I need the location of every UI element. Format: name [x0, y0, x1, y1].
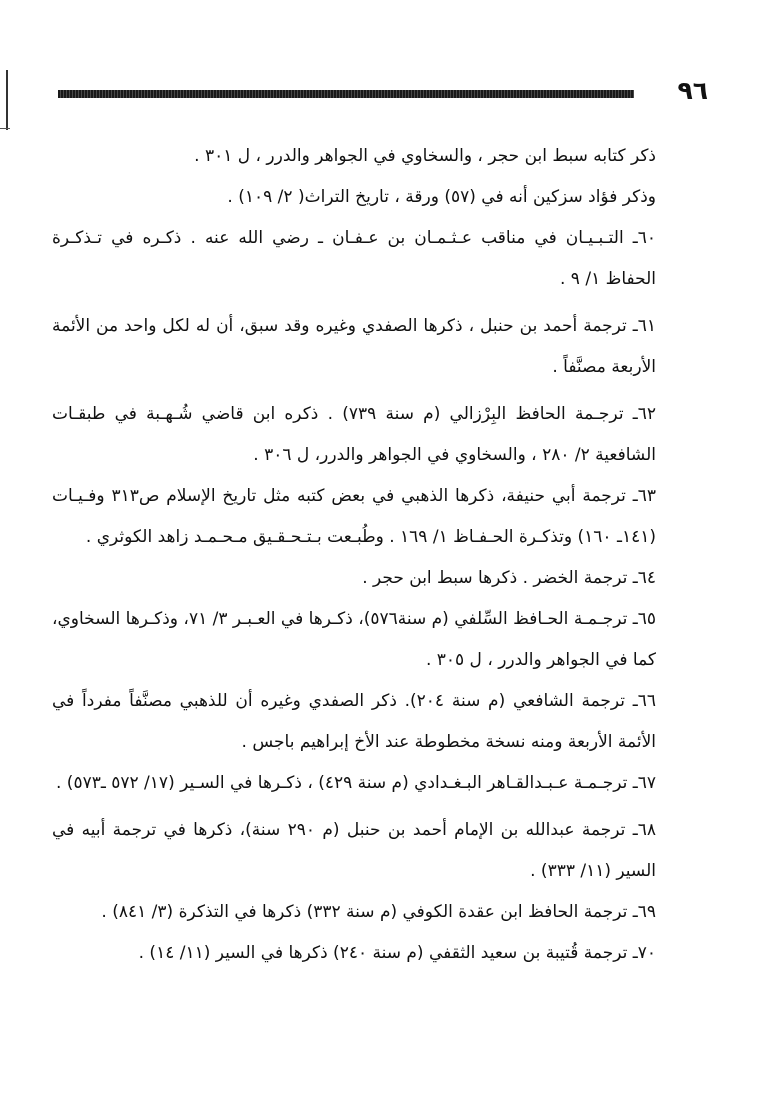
page-header — [58, 76, 708, 108]
bibliography-entry: ٦٦ـ ترجمة الشافعي (م سنة ٢٠٤). ذكر الصفدي وغيره أن للذهبي مصنَّفاً مفرداً في الأئمة الأربعة ومنه نسخة مخطوطة عند الأخ إبراهيم باجس . — [52, 691, 657, 752]
bibliography-entry: ٦٩ـ ترجمة الحافظ ابن عقدة الكوفي (م سنة ٣٣٢) ذكرها في التذكرة (٣/ ٨٤١) . — [101, 902, 656, 922]
bibliography-entry: ٦٤ـ ترجمة الخضر . ذكرها سبط ابن حجر . — [362, 568, 656, 588]
page-number: ٩٦ — [677, 76, 708, 105]
page-body — [52, 136, 708, 974]
bibliography-entry: ٦٨ـ ترجمة عبدالله بن الإمام أحمد بن حنبل (م ٢٩٠ سنة)، ذكرها في ترجمة أبيه في السير (١١/ ٣٣٣) . — [52, 820, 656, 881]
margin-scan-mark — [6, 70, 8, 130]
bibliography-entry: ٦٥ـ ترجـمـة الحـافظ السِّلفي (م سنة٥٧٦)، ذكـرها في العـبـر ٣/ ٧١، وذكـرها السخاوي، كما في الجواهر والدرر ، ل ٣٠٥ . — [52, 609, 656, 670]
bibliography-entry: ٦٣ـ ترجمة أبي حنيفة، ذكرها الذهبي في بعض كتبه مثل تاريخ الإسلام ص٣١٣ وفـيـات (١٤١ـ ١٦٠) وتذكـرة الحـفـاظ ١/ ١٦٩ . وطُبـعت بـتـحـقـيق مـحـمـد زاهد الكوثري . — [52, 486, 656, 547]
bibliography-line: وذكر فؤاد سزكين أنه في (٥٧) ورقة ، تاريخ التراث( ٢/ ١٠٩) . — [227, 187, 656, 207]
bibliography-entry: ٦١ـ ترجمة أحمد بن حنبل ، ذكرها الصفدي وغيره وقد سبق، أن له لكل واحد من الأئمة الأربعة مصنَّفاً . — [52, 316, 656, 377]
bibliography-entry: ٦٢ـ ترجـمة الحافظ البِرْزالي (م سنة ٧٣٩) . ذكره ابن قاضي شُـهـبة في طبقـات الشافعية ٢/ ٢٨٠ ، والسخاوي في الجواهر والدرر، ل ٣٠٦ . — [52, 404, 657, 465]
bibliography-line: ذكر كتابه سبط ابن حجر ، والسخاوي في الجواهر والدرر ، ل ٣٠١ . — [194, 146, 656, 166]
margin-scan-tick — [0, 128, 10, 129]
header-rule — [58, 90, 634, 98]
bibliography-entry: ٦٧ـ ترجـمـة عـبـدالقـاهر البـغـدادي (م سنة ٤٢٩) ، ذكـرها في السـير (١٧/ ٥٧٢ ـ٥٧٣) . — [56, 773, 656, 793]
bibliography-entry: ٦٠ـ التـبـيـان في مناقب عـثـمـان بن عـفـان ـ رضي الله عنه . ذكـره في تـذكـرة الحفاظ ١/ ٩ . — [52, 228, 656, 289]
bibliography-entry: ٧٠ـ ترجمة قُتيبة بن سعيد الثقفي (م سنة ٢٤٠) ذكرها في السير (١١/ ١٤) . — [138, 943, 656, 963]
